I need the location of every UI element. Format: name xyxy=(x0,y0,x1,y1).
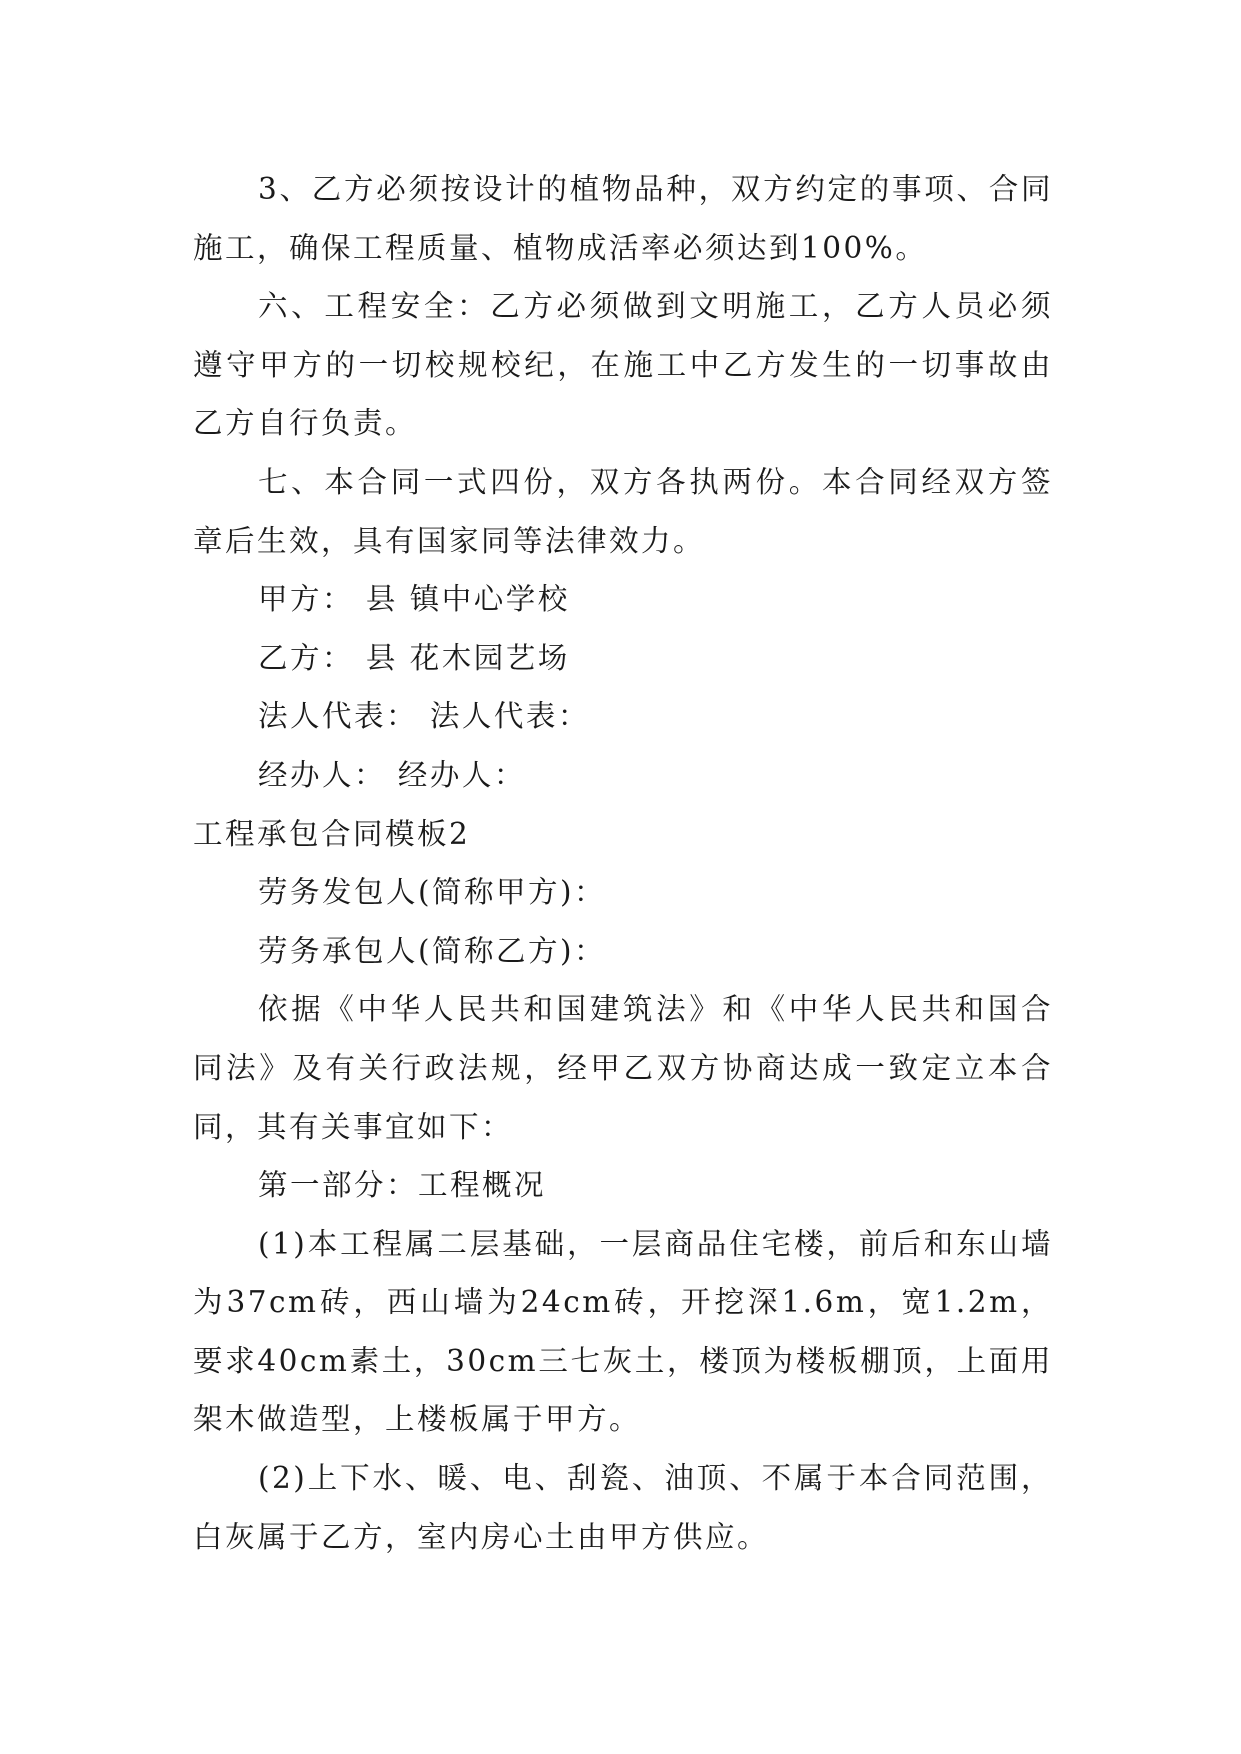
party-a-line: 甲方： 县 镇中心学校 xyxy=(258,582,570,617)
party-b-line: 乙方： 县 花木园艺场 xyxy=(258,640,570,675)
handler-line: 经办人： 经办人： xyxy=(258,757,526,792)
section-title: 工程承包合同模板2 xyxy=(193,816,471,851)
paragraph-copies: 七、本合同一式四份，双方各执两份。本合同经双方签章后生效，具有国家同等法律效力。 xyxy=(193,464,1053,558)
paragraph-project-overview-1: (1)本工程属二层基础，一层商品住宅楼，前后和东山墙为37cm砖，西山墙为24cm砖，开挖深1.6m，宽1.2m，要求40cm素土，30cm三七灰土，楼顶为楼板棚顶，上面用架木做造型，上楼板属于甲方。 xyxy=(193,1226,1053,1437)
paragraph-plant-quality: 3、乙方必须按设计的植物品种，双方约定的事项、合同施工，确保工程质量、植物成活率必须达到100%。 xyxy=(193,172,1053,265)
labor-contractor-b: 劳务承包人(简称乙方)： xyxy=(258,933,607,968)
labor-contractor-a: 劳务发包人(简称甲方)： xyxy=(258,875,607,910)
paragraph-legal-basis: 依据《中华人民共和国建筑法》和《中华人民共和国合同法》及有关行政法规，经甲乙双方协商达成一致定立本合同，其有关事宜如下： xyxy=(193,992,1053,1144)
paragraph-safety: 六、工程安全：乙方必须做到文明施工，乙方人员必须遵守甲方的一切校规校纪，在施工中乙方发生的一切事故由乙方自行负责。 xyxy=(193,289,1053,441)
document-body xyxy=(193,160,1053,1566)
part-one-heading: 第一部分：工程概况 xyxy=(258,1168,547,1203)
legal-representative-line: 法人代表： 法人代表： xyxy=(258,699,590,734)
paragraph-project-overview-2: (2)上下水、暖、电、刮瓷、油顶、不属于本合同范围，白灰属于乙方，室内房心土由甲方供应。 xyxy=(193,1461,1053,1554)
